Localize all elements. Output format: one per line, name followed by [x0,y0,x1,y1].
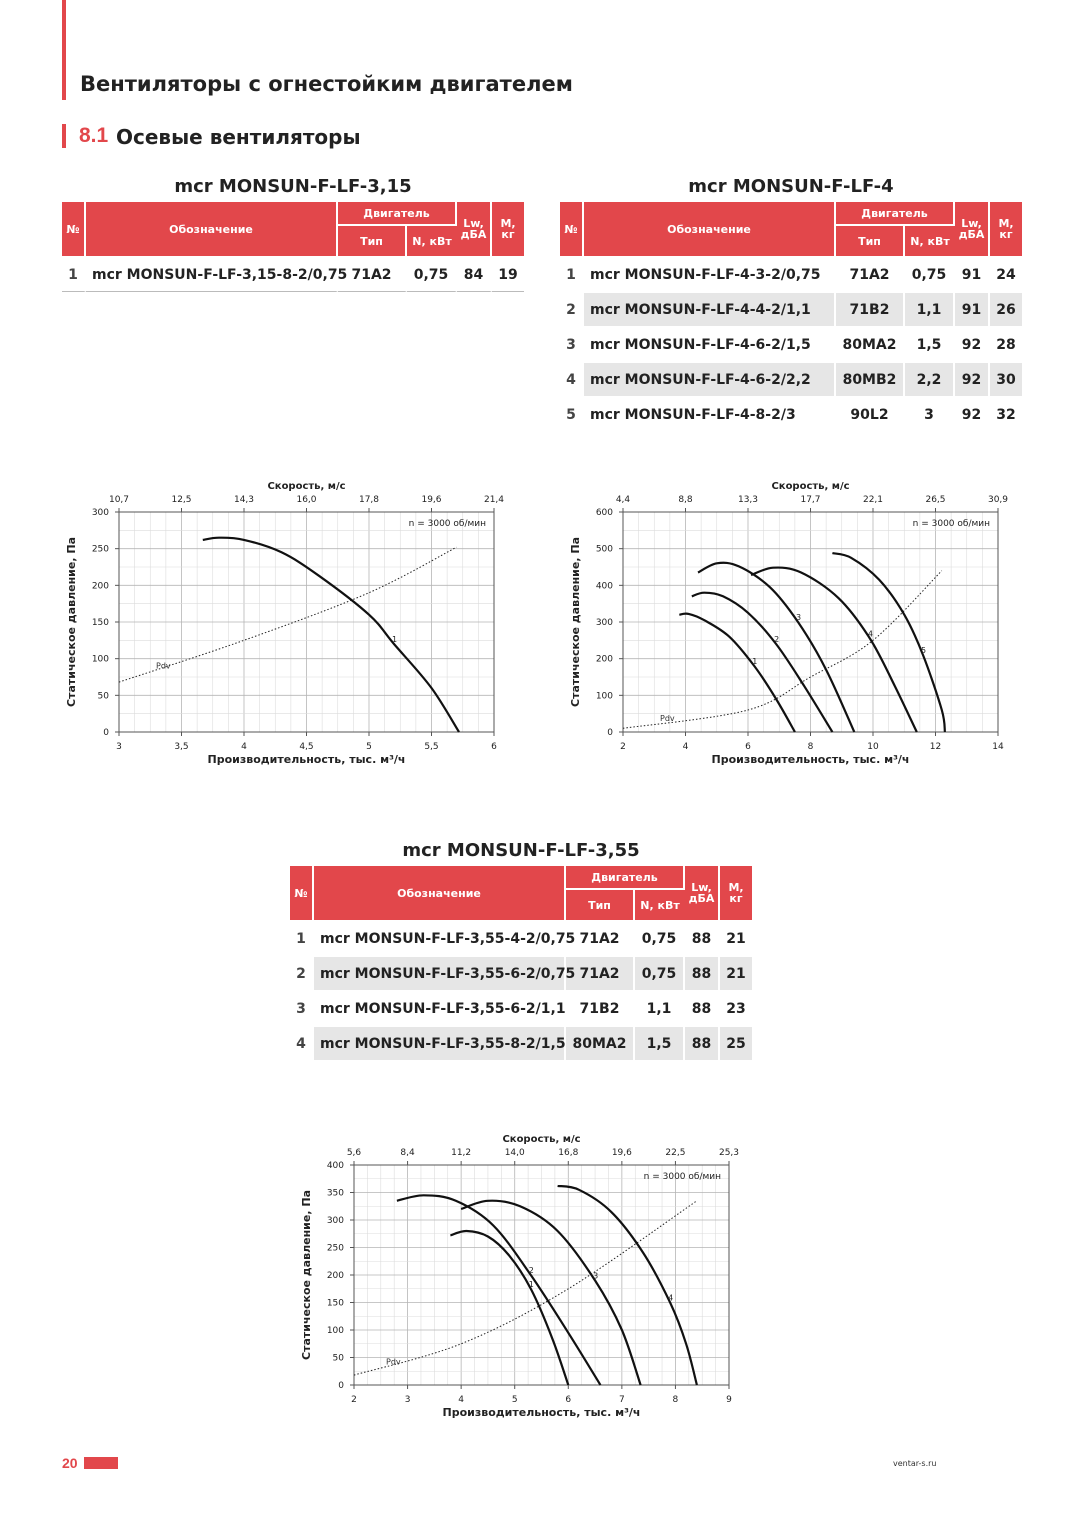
pdv-label: Pdv [386,1357,401,1367]
speed-annotation: n = 3000 об/мин [408,519,486,529]
section-title: Осевые вентиляторы [116,125,361,149]
row-designation: mcr MONSUN-F-LF-4-3-2/0,75 [584,258,836,293]
x-tick-label: 6 [745,742,751,752]
fan-curve-label: 1 [392,635,398,644]
row-lw: 88 [685,1027,720,1062]
fan-curve-1 [450,1231,568,1385]
table-row [290,992,752,1027]
spec-table-3-55 [290,866,752,1062]
header-row [560,202,1022,226]
top-tick-label: 16,8 [558,1148,579,1158]
y-tick-label: 600 [595,508,613,518]
table-row [560,258,1022,293]
spec-table-3-15 [62,202,524,292]
header-power: N, кВт [905,226,955,258]
row-lw: 92 [955,328,990,363]
y-tick-label: 400 [595,581,613,592]
fan-curve-label: 3 [593,1271,599,1281]
header-mass: М, кг [990,202,1022,258]
header-power: N, кВт [635,890,685,922]
table-title-4: mcr MONSUN-F-LF-4 [688,176,894,197]
row-motor-power: 0,75 [635,922,685,957]
y-tick-label: 50 [97,691,109,702]
row-number: 1 [560,258,584,293]
header-name: Обозначение [86,202,338,258]
y-tick-label: 100 [326,1326,344,1336]
x-tick-label: 6 [565,1395,572,1405]
row-mass: 24 [990,258,1022,293]
table-row [560,363,1022,398]
y-tick-label: 0 [103,728,109,738]
top-axis-title: Скорость, м/с [771,481,850,492]
top-tick-label: 17,8 [358,495,380,505]
top-tick-label: 5,6 [346,1148,362,1158]
row-mass: 28 [990,328,1022,363]
y-tick-label: 250 [326,1243,344,1254]
y-axis-title: Статическое давление, Па [65,537,78,707]
fan-curve-label: 1 [752,657,758,666]
top-tick-label: 17,7 [800,495,821,505]
top-tick-label: 12,5 [171,495,192,505]
x-tick-label: 3 [404,1395,411,1405]
x-tick-label: 3,5 [174,742,189,752]
x-axis-title: Производительность, тыс. м³/ч [711,753,910,766]
row-motor-power: 1,5 [635,1027,685,1062]
table-row [62,258,524,292]
y-tick-label: 400 [326,1161,344,1171]
row-mass: 21 [720,957,752,992]
row-motor-power: 1,1 [905,293,955,328]
y-tick-label: 350 [326,1188,344,1199]
speed-annotation: n = 3000 об/мин [912,519,990,529]
fan-curve-1 [679,614,795,732]
y-tick-label: 200 [91,581,109,592]
row-motor-type: 71A2 [338,258,407,292]
chart-4 [566,470,1016,784]
row-designation: mcr MONSUN-F-LF-3,55-8-2/1,5 [314,1027,566,1062]
row-motor-power: 1,5 [905,328,955,363]
fan-curve-label: 4 [668,1293,674,1303]
header-lw: Lw, дБА [457,202,492,258]
row-motor-type: 90L2 [836,398,905,433]
chart-3-15 [62,470,512,784]
header-no: № [290,866,314,922]
pdv-curve [623,571,942,729]
header-name: Обозначение [584,202,836,258]
fan-curve-label: 1 [528,1279,534,1289]
table-row [560,398,1022,433]
header-power: N, кВт [407,226,457,258]
row-number: 3 [290,992,314,1027]
top-tick-label: 22,1 [862,495,884,505]
y-tick-label: 100 [595,691,613,702]
y-axis-title: Статическое давление, Па [300,1190,313,1360]
header-motor: Двигатель [836,202,955,226]
row-number: 3 [560,328,584,363]
top-tick-label: 19,6 [421,495,442,505]
header-mass: М, кг [720,866,752,922]
fan-curve-label: 3 [796,613,802,622]
top-tick-label: 19,6 [611,1148,632,1158]
row-mass: 32 [990,398,1022,433]
table-row [290,922,752,957]
x-tick-label: 14 [992,742,1004,752]
top-tick-label: 8,4 [400,1148,415,1158]
table-title-3-55: mcr MONSUN-F-LF-3,55 [402,840,640,861]
row-mass: 23 [720,992,752,1027]
chart-4-svg [566,470,1016,780]
header-mass: М, кг [492,202,524,258]
row-motor-type: 71A2 [566,957,635,992]
x-tick-label: 7 [618,1395,625,1405]
header-lw: Lw, дБА [685,866,720,922]
top-tick-label: 21,4 [483,495,505,505]
y-tick-label: 0 [607,728,613,738]
page-number-bar [84,1457,118,1469]
row-designation: mcr MONSUN-F-LF-4-8-2/3 [584,398,836,433]
row-motor-type: 71A2 [836,258,905,293]
x-axis-title: Производительность, тыс. м³/ч [207,753,406,766]
row-mass: 19 [492,258,524,292]
row-lw: 88 [685,992,720,1027]
fan-curve-label: 2 [774,635,780,644]
row-number: 2 [560,293,584,328]
header-type: Тип [836,226,905,258]
top-tick-label: 26,5 [925,495,946,505]
row-designation: mcr MONSUN-F-LF-4-6-2/2,2 [584,363,836,398]
top-tick-label: 11,2 [451,1148,472,1158]
row-motor-power: 3 [905,398,955,433]
header-no: № [62,202,86,258]
row-motor-type: 71A2 [566,922,635,957]
row-motor-power: 0,75 [905,258,955,293]
row-motor-type: 80MA2 [566,1027,635,1062]
chart-3-55 [297,1124,747,1433]
top-tick-label: 8,8 [678,495,693,505]
top-tick-label: 30,9 [987,495,1009,505]
x-tick-label: 5 [366,742,372,752]
top-axis-title: Скорость, м/с [502,1134,581,1145]
table-row [560,328,1022,363]
pdv-label: Pdv [156,661,171,671]
header-name: Обозначение [314,866,566,922]
top-tick-label: 25,3 [718,1148,740,1158]
page-number: 20 [62,1455,78,1471]
header-motor: Двигатель [338,202,457,226]
header-motor: Двигатель [566,866,685,890]
row-mass: 25 [720,1027,752,1062]
x-tick-label: 4 [682,742,689,752]
x-tick-label: 2 [351,1395,357,1405]
fan-curve-label: 2 [528,1266,534,1275]
table-row [290,957,752,992]
x-tick-label: 9 [726,1395,732,1405]
row-designation: mcr MONSUN-F-LF-4-6-2/1,5 [584,328,836,363]
x-tick-label: 3 [116,742,122,752]
site-url: ventar-s.ru [893,1459,937,1468]
y-tick-label: 300 [326,1216,344,1226]
row-designation: mcr MONSUN-F-LF-4-4-2/1,1 [584,293,836,328]
row-lw: 88 [685,957,720,992]
y-tick-label: 50 [332,1353,344,1364]
row-number: 4 [560,363,584,398]
x-tick-label: 4,5 [299,742,314,752]
y-tick-label: 150 [91,618,109,628]
header-lw: Lw, дБА [955,202,990,258]
row-designation: mcr MONSUN-F-LF-3,55-6-2/1,1 [314,992,566,1027]
header-type: Тип [338,226,407,258]
speed-annotation: n = 3000 об/мин [643,1172,721,1182]
row-motor-power: 0,75 [407,258,457,292]
fan-curve-2 [692,593,833,732]
top-tick-label: 14,3 [233,495,255,505]
table-row [560,293,1022,328]
row-motor-power: 2,2 [905,363,955,398]
row-number: 5 [560,398,584,433]
y-tick-label: 200 [595,654,613,665]
y-axis-title: Статическое давление, Па [569,537,582,707]
row-designation: mcr MONSUN-F-LF-3,55-4-2/0,75 [314,922,566,957]
x-axis-title: Производительность, тыс. м³/ч [442,1406,641,1419]
y-tick-label: 250 [91,544,109,555]
row-designation: mcr MONSUN-F-LF-3,15-8-2/0,75 [86,258,338,292]
table-row [290,1027,752,1062]
top-tick-label: 14,0 [504,1148,525,1158]
top-tick-label: 10,7 [108,495,130,505]
fan-curve-label: 5 [921,646,927,655]
pdv-label: Pdv [660,714,675,724]
fan-curve-label: 4 [867,629,873,639]
top-tick-label: 22,5 [665,1148,686,1158]
row-lw: 92 [955,398,990,433]
top-accent-bar [62,0,66,100]
pdv-curve [354,1201,697,1375]
row-number: 1 [290,922,314,957]
row-number: 4 [290,1027,314,1062]
header-row [290,866,752,890]
row-mass: 30 [990,363,1022,398]
row-number: 1 [62,258,86,292]
section-number: 8.1 [79,124,109,147]
x-tick-label: 4 [241,742,247,752]
row-lw: 88 [685,922,720,957]
header-no: № [560,202,584,258]
section-accent-bar [62,124,66,148]
row-designation: mcr MONSUN-F-LF-3,55-6-2/0,75 [314,957,566,992]
fan-curve-2 [397,1195,601,1385]
top-tick-label: 4,4 [615,495,631,505]
row-lw: 91 [955,258,990,293]
y-tick-label: 0 [338,1381,344,1391]
row-motor-power: 0,75 [635,957,685,992]
row-mass: 21 [720,922,752,957]
y-tick-label: 100 [91,654,109,665]
x-tick-label: 8 [672,1395,679,1405]
table-title-3-15: mcr MONSUN-F-LF-3,15 [174,176,412,197]
header-type: Тип [566,890,635,922]
x-tick-label: 5 [511,1395,518,1405]
y-tick-label: 200 [326,1271,344,1281]
header-row [62,202,524,226]
spec-table-4 [560,202,1022,433]
page-title: Вентиляторы с огнестойким двигателем [80,72,573,96]
row-motor-type: 71B2 [566,992,635,1027]
row-motor-type: 71B2 [836,293,905,328]
x-tick-label: 12 [929,742,942,752]
y-tick-label: 300 [595,618,613,628]
row-motor-type: 80MB2 [836,363,905,398]
y-tick-label: 150 [326,1298,344,1309]
row-lw: 92 [955,363,990,398]
row-number: 2 [290,957,314,992]
chart-3-15-svg [62,470,512,780]
fan-curve-4 [558,1186,697,1385]
x-tick-label: 6 [491,742,497,752]
row-motor-power: 1,1 [635,992,685,1027]
y-tick-label: 300 [91,508,109,518]
row-lw: 84 [457,258,492,292]
fan-curve-3 [698,563,854,732]
x-tick-label: 2 [620,742,626,752]
y-tick-label: 500 [595,544,613,555]
x-tick-label: 4 [458,1395,465,1405]
top-tick-label: 16,0 [296,495,317,505]
row-motor-type: 80MA2 [836,328,905,363]
top-axis-title: Скорость, м/с [267,481,346,492]
x-tick-label: 8 [807,742,814,752]
row-mass: 26 [990,293,1022,328]
top-tick-label: 13,3 [737,495,759,505]
x-tick-label: 5,5 [424,742,439,752]
x-tick-label: 10 [867,742,879,752]
row-lw: 91 [955,293,990,328]
chart-3-55-svg [297,1124,747,1429]
